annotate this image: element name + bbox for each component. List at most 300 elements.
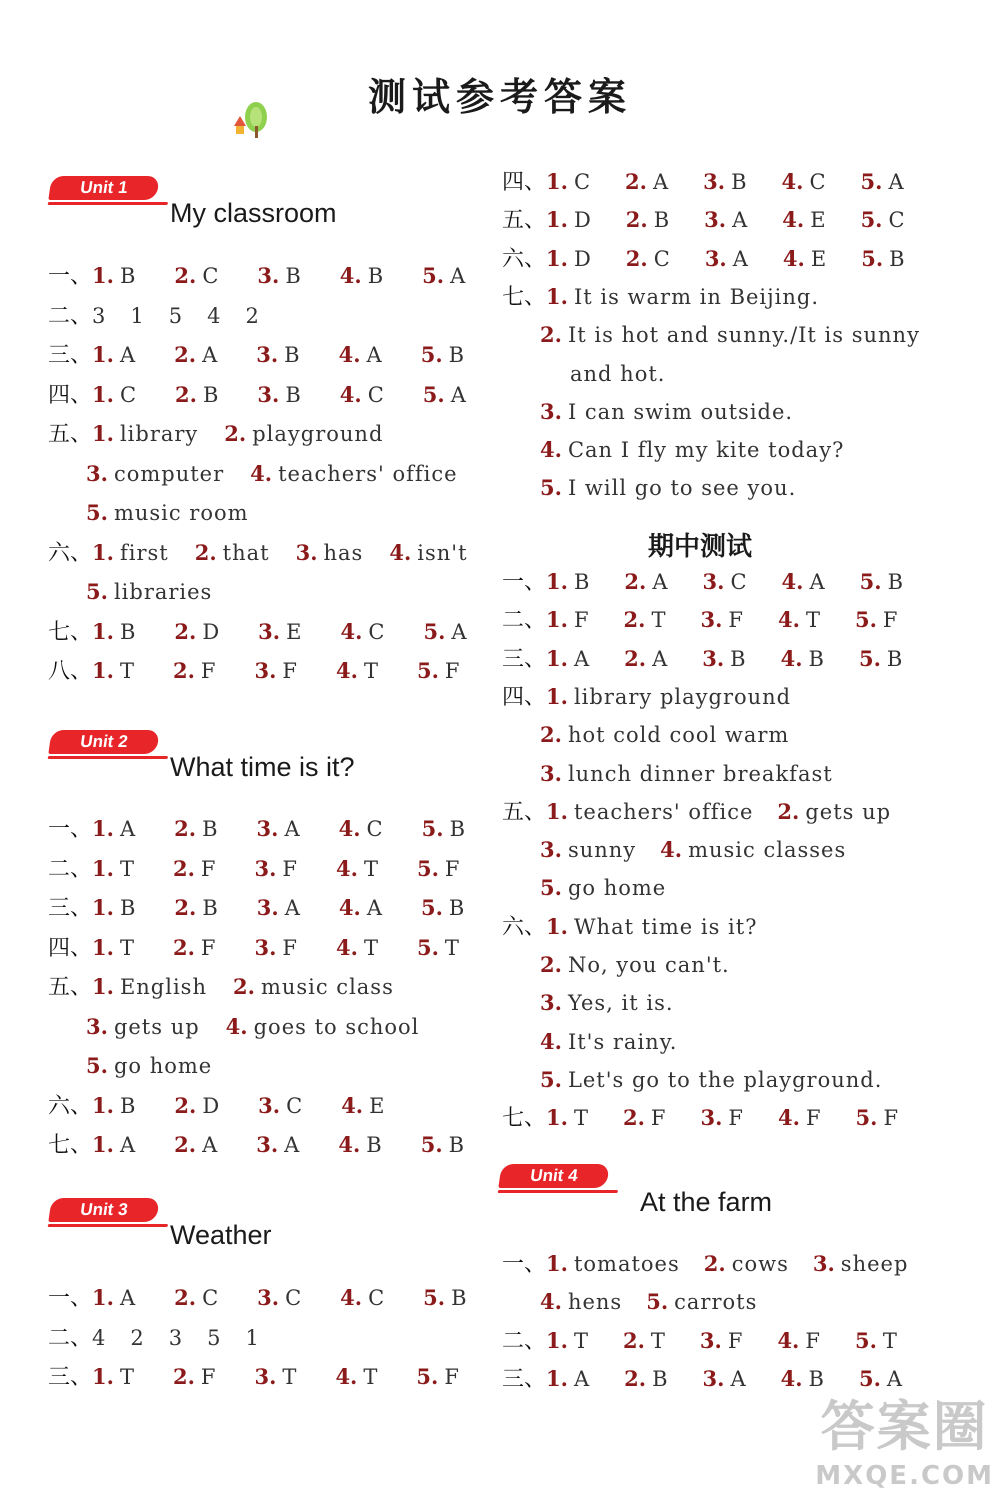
answer-text: B: [285, 383, 302, 407]
question-section-label: 四、: [48, 936, 93, 961]
answer-item: [540, 948, 730, 982]
question-section-label: 三、: [48, 896, 93, 921]
answer-text: 5: [207, 1326, 222, 1350]
question-number: 5.: [423, 1285, 446, 1310]
answer-text: No, you can't.: [567, 953, 730, 977]
answer-item: [257, 378, 301, 412]
question-number: 2.: [172, 856, 195, 881]
answer-text: music room: [113, 501, 249, 525]
answer-text: A: [450, 264, 467, 288]
answer-item: [859, 642, 903, 676]
answer-item: [254, 931, 298, 965]
answer-row: [86, 496, 249, 530]
unit-tag: Unit 2: [48, 730, 159, 754]
question-number: 1.: [546, 914, 568, 939]
answer-item: [296, 536, 364, 570]
answer-item: [540, 395, 793, 429]
question-number: 5.: [86, 579, 108, 604]
answer-item: [174, 259, 219, 293]
question-section-label: 三、: [502, 1367, 547, 1392]
answer-text: What time is it?: [573, 915, 758, 939]
answer-text: C: [653, 247, 671, 271]
question-number: 2.: [175, 382, 197, 407]
answer-text: B: [119, 264, 137, 288]
answer-text: and hot.: [570, 362, 666, 386]
answer-item: [86, 457, 224, 491]
answer-text: T: [882, 1329, 898, 1353]
question-number: 4.: [338, 342, 361, 367]
question-number: 1.: [92, 342, 114, 367]
answer-text: gets up: [113, 1015, 200, 1039]
answer-item: [546, 603, 590, 637]
answer-item: [704, 1247, 789, 1281]
answer-item: [855, 1324, 898, 1358]
answer-item: [92, 1281, 136, 1315]
answer-row: [48, 852, 460, 886]
answer-text: D: [573, 247, 592, 271]
answer-text: T: [651, 608, 667, 632]
answer-item: [92, 259, 136, 293]
answer-item: [546, 910, 757, 944]
answer-item: [423, 1281, 467, 1315]
answer-text: C: [202, 1286, 220, 1310]
question-number: 4.: [540, 437, 562, 462]
answer-item: [421, 1128, 465, 1162]
answer-text: teachers' office: [278, 462, 458, 486]
answer-row: [48, 259, 466, 293]
question-number: 3.: [256, 895, 279, 920]
question-number: 1.: [92, 974, 114, 999]
question-section-label: 一、: [48, 1286, 93, 1311]
answer-item: [92, 615, 136, 649]
question-number: 5.: [540, 875, 562, 900]
answer-text: C: [367, 383, 385, 407]
answer-row: [540, 718, 789, 752]
question-section-label: 一、: [48, 264, 93, 289]
question-number: 3.: [703, 169, 726, 194]
answer-text: A: [119, 1133, 137, 1157]
question-number: 5.: [416, 856, 439, 881]
answer-text: T: [805, 608, 821, 632]
answer-item: [224, 417, 383, 451]
unit-tag: Unit 1: [48, 176, 159, 200]
answer-item: [339, 891, 383, 925]
answer-text: F: [728, 1106, 744, 1130]
question-section-label: 二、: [48, 1326, 93, 1351]
answer-item: [703, 565, 748, 599]
watermark-text: 答案圈: [820, 1395, 989, 1458]
question-number: 1.: [546, 1328, 568, 1353]
question-number: 3.: [700, 1105, 723, 1130]
question-section-label: 三、: [48, 343, 93, 368]
answer-row: [48, 970, 394, 1004]
answer-text: F: [282, 936, 298, 960]
question-number: 1.: [546, 799, 568, 824]
question-number: 2.: [624, 569, 647, 594]
question-number: 2.: [174, 1093, 197, 1118]
answer-text: goes to school: [253, 1015, 420, 1039]
question-number: 4.: [250, 461, 273, 486]
question-number: 4.: [660, 837, 683, 862]
question-number: 2.: [174, 816, 197, 841]
question-number: 3.: [704, 246, 727, 271]
answer-item: [246, 1321, 260, 1355]
answer-text: T: [119, 1365, 135, 1389]
answer-item: [782, 165, 827, 199]
question-number: 3.: [295, 540, 318, 565]
answer-item: [702, 642, 746, 676]
question-number: 4.: [338, 816, 361, 841]
answer-row: [48, 931, 460, 965]
unit-tag: Unit 3: [48, 1198, 159, 1222]
answer-item: [777, 795, 891, 829]
answer-row: [540, 1025, 677, 1059]
answer-text: T: [363, 936, 379, 960]
answer-text: B: [449, 817, 466, 841]
answer-text: D: [573, 208, 592, 232]
answer-item: [624, 1362, 668, 1396]
answer-item: [570, 357, 665, 391]
answer-text: B: [366, 1133, 383, 1157]
answer-row: [502, 910, 757, 944]
answer-item: [422, 812, 466, 846]
question-number: 1.: [92, 540, 114, 565]
answer-item: [626, 203, 670, 237]
answer-text: 1: [245, 1326, 260, 1350]
question-number: 3.: [540, 399, 562, 424]
answer-item: [207, 1321, 221, 1355]
question-number: 1.: [92, 816, 114, 841]
answer-item: [339, 812, 384, 846]
question-number: 2.: [174, 619, 197, 644]
answer-item: [340, 1281, 385, 1315]
answer-text: T: [573, 1329, 589, 1353]
answer-item: [546, 1247, 680, 1281]
answer-row: [86, 575, 212, 609]
answer-text: T: [363, 659, 379, 683]
answer-item: [257, 259, 301, 293]
answer-text: T: [119, 857, 135, 881]
answer-text: 4: [92, 1326, 107, 1350]
answer-text: hens: [567, 1290, 623, 1314]
question-number: 3.: [254, 856, 277, 881]
answer-text: 1: [130, 304, 145, 328]
answer-item: [421, 338, 465, 372]
answer-row: [502, 565, 904, 599]
question-number: 4.: [781, 169, 804, 194]
question-section-label: 八、: [48, 659, 93, 684]
answer-row: [540, 948, 730, 982]
answer-text: Let's go to the playground.: [567, 1068, 883, 1092]
answer-item: [174, 1089, 220, 1123]
answer-text: B: [285, 264, 302, 288]
question-number: 4.: [540, 1029, 562, 1054]
question-section-label: 六、: [48, 1094, 93, 1119]
answer-text: A: [284, 896, 301, 920]
answer-item: [624, 603, 667, 637]
answer-text: T: [282, 1365, 298, 1389]
answer-item: [175, 378, 219, 412]
answer-text: computer: [113, 462, 225, 486]
question-number: 5.: [858, 646, 881, 671]
answer-text: cows: [731, 1252, 789, 1276]
question-section-label: 六、: [502, 915, 547, 940]
question-section-label: 三、: [502, 647, 547, 672]
question-number: 3.: [700, 607, 723, 632]
question-number: 3.: [702, 1366, 725, 1391]
question-number: 4.: [336, 856, 358, 881]
answer-text: F: [444, 857, 461, 881]
question-number: 2.: [624, 646, 647, 671]
question-number: 4.: [338, 895, 361, 920]
answer-text: B: [448, 1133, 466, 1157]
question-number: 3.: [254, 1364, 277, 1389]
question-number: 1.: [546, 207, 568, 232]
answer-item: [336, 931, 379, 965]
question-number: 5.: [855, 1105, 878, 1130]
answer-item: [130, 299, 144, 333]
watermark: [815, 1384, 994, 1491]
answer-text: gets up: [805, 800, 892, 824]
answer-item: [92, 654, 135, 688]
question-section-label: 五、: [502, 208, 547, 233]
question-number: 4.: [777, 1328, 800, 1353]
question-number: 3.: [256, 1132, 279, 1157]
answer-text: 3: [92, 304, 107, 328]
answer-text: A: [652, 170, 670, 194]
answer-text: Yes, it is.: [567, 991, 674, 1015]
answer-item: [700, 603, 744, 637]
answer-row: [502, 280, 819, 314]
answer-text: A: [284, 1133, 301, 1157]
answer-row: [502, 1101, 899, 1135]
answer-row: [540, 986, 674, 1020]
answer-text: F: [282, 857, 298, 881]
answer-text: B: [448, 896, 466, 920]
question-number: 3.: [256, 816, 279, 841]
answer-item: [546, 242, 592, 276]
question-section-label: 七、: [48, 620, 93, 645]
answer-item: [540, 1025, 677, 1059]
answer-text: T: [119, 659, 135, 683]
question-number: 3.: [704, 207, 727, 232]
answer-text: F: [805, 1329, 821, 1353]
answer-item: [855, 603, 899, 637]
answer-text: T: [573, 1106, 589, 1130]
answer-item: [540, 471, 796, 505]
answer-text: B: [730, 647, 747, 671]
question-section-label: 七、: [502, 285, 547, 310]
answer-text: C: [202, 264, 220, 288]
answer-item: [233, 970, 394, 1004]
answer-item: [256, 1128, 300, 1162]
question-number: 1.: [92, 1093, 114, 1118]
answer-text: C: [888, 208, 906, 232]
question-number: 1.: [92, 421, 114, 446]
question-number: 4.: [389, 540, 412, 565]
answer-text: A: [366, 896, 383, 920]
answer-text: C: [119, 383, 138, 407]
question-number: 2.: [622, 1328, 645, 1353]
question-section-label: 一、: [502, 1252, 547, 1277]
question-number: 1.: [92, 658, 114, 683]
answer-text: F: [882, 608, 899, 632]
answer-item: [546, 565, 590, 599]
unit-title: At the farm: [640, 1187, 773, 1217]
answer-item: [169, 299, 183, 333]
answer-item: [335, 1360, 378, 1394]
question-number: 1.: [546, 607, 568, 632]
answer-item: [646, 1285, 757, 1319]
question-number: 2.: [174, 895, 197, 920]
answer-text: I will go to see you.: [567, 476, 797, 500]
question-number: 5.: [646, 1289, 669, 1314]
question-number: 2.: [625, 246, 648, 271]
answer-text: B: [367, 264, 385, 288]
answer-item: [257, 891, 301, 925]
question-number: 5.: [423, 619, 446, 644]
answer-item: [254, 654, 298, 688]
question-number: 5.: [416, 935, 439, 960]
answer-item: [256, 338, 300, 372]
question-number: 1.: [546, 646, 568, 671]
answer-text: playground: [252, 422, 384, 446]
answer-item: [416, 1360, 460, 1394]
answer-row: [48, 654, 460, 688]
answer-text: hot cold cool warm: [567, 723, 790, 747]
answer-item: [340, 615, 385, 649]
answer-item: [92, 378, 137, 412]
answer-item: [700, 1101, 744, 1135]
answer-text: A: [652, 570, 669, 594]
answer-item: [540, 318, 920, 352]
answer-item: [624, 565, 668, 599]
question-number: 1.: [92, 263, 114, 288]
answer-item: [417, 931, 460, 965]
question-number: 4.: [340, 619, 363, 644]
answer-text: sunny: [567, 838, 637, 862]
answer-text: F: [444, 1365, 460, 1389]
answer-row: [86, 1010, 419, 1044]
question-section-label: 五、: [48, 975, 93, 1000]
answer-text: B: [202, 817, 219, 841]
question-section-label: 一、: [502, 570, 547, 595]
answer-text: teachers' office: [573, 800, 754, 824]
unit-tag-underline: [48, 1224, 168, 1227]
answer-text: I can swim outside.: [567, 400, 794, 424]
answer-text: T: [363, 857, 379, 881]
answer-text: B: [653, 208, 671, 232]
question-number: 3.: [254, 658, 277, 683]
answer-item: [254, 852, 298, 886]
question-section-label: 五、: [48, 422, 93, 447]
answer-text: B: [887, 570, 904, 594]
question-number: 5.: [854, 1328, 877, 1353]
answer-row: [540, 471, 796, 505]
answer-text: F: [805, 1106, 822, 1130]
question-number: 3.: [257, 263, 280, 288]
answer-item: [341, 1089, 385, 1123]
answer-text: has: [323, 541, 364, 565]
answer-text: T: [444, 936, 460, 960]
answer-text: F: [200, 936, 217, 960]
question-number: 3.: [258, 619, 281, 644]
question-number: 3.: [699, 1328, 722, 1353]
question-number: 1.: [546, 684, 568, 709]
question-section-label: 四、: [48, 383, 93, 408]
answer-item: [624, 642, 668, 676]
answer-row: [502, 203, 906, 237]
answer-item: [92, 417, 198, 451]
answer-row: [48, 1321, 260, 1355]
answer-item: [546, 1324, 589, 1358]
question-number: 5.: [859, 569, 882, 594]
answer-item: [92, 1089, 136, 1123]
answer-item: [423, 615, 467, 649]
answer-row: [540, 395, 793, 429]
answer-text: A: [451, 620, 468, 644]
answer-row: [502, 795, 891, 829]
question-number: 3.: [540, 990, 562, 1015]
answer-item: [254, 1360, 297, 1394]
answer-text: T: [119, 936, 135, 960]
answer-text: C: [286, 1094, 304, 1118]
answer-item: [174, 891, 218, 925]
answer-text: C: [809, 170, 827, 194]
answer-text: F: [573, 608, 590, 632]
unit-title: My classroom: [170, 198, 337, 228]
answer-text: C: [366, 817, 384, 841]
answer-item: [625, 165, 669, 199]
answer-item: [92, 299, 106, 333]
answer-item: [546, 1101, 589, 1135]
answer-item: [258, 615, 302, 649]
question-number: 4.: [540, 1289, 562, 1314]
answer-item: [246, 299, 260, 333]
answer-item: [623, 1101, 667, 1135]
question-number: 5.: [420, 1132, 443, 1157]
question-section-label: 一、: [48, 817, 93, 842]
question-number: 4.: [782, 246, 805, 271]
answer-row: [86, 1049, 212, 1083]
answer-item: [174, 1281, 219, 1315]
question-number: 5.: [858, 1366, 881, 1391]
answer-item: [258, 1089, 303, 1123]
answer-item: [422, 259, 466, 293]
answer-text: E: [286, 620, 303, 644]
answer-row: [540, 757, 833, 791]
question-number: 4.: [338, 1132, 361, 1157]
answer-row: [48, 1281, 468, 1315]
question-number: 1.: [92, 1285, 114, 1310]
unit-title: Weather: [170, 1220, 272, 1250]
answer-text: B: [202, 383, 220, 407]
question-number: 4.: [781, 569, 804, 594]
question-section-label: 七、: [502, 1106, 547, 1131]
question-number: 3.: [540, 761, 562, 786]
question-number: 5.: [860, 207, 883, 232]
answer-text: go home: [113, 1054, 213, 1078]
question-number: 3.: [540, 837, 562, 862]
question-number: 2.: [623, 607, 646, 632]
answer-text: C: [368, 1286, 386, 1310]
question-section-label: 五、: [502, 800, 547, 825]
answer-text: tomatoes: [573, 1252, 680, 1276]
answer-text: F: [282, 659, 298, 683]
answer-item: [546, 795, 753, 829]
question-number: 2.: [172, 1364, 195, 1389]
answer-item: [92, 852, 135, 886]
